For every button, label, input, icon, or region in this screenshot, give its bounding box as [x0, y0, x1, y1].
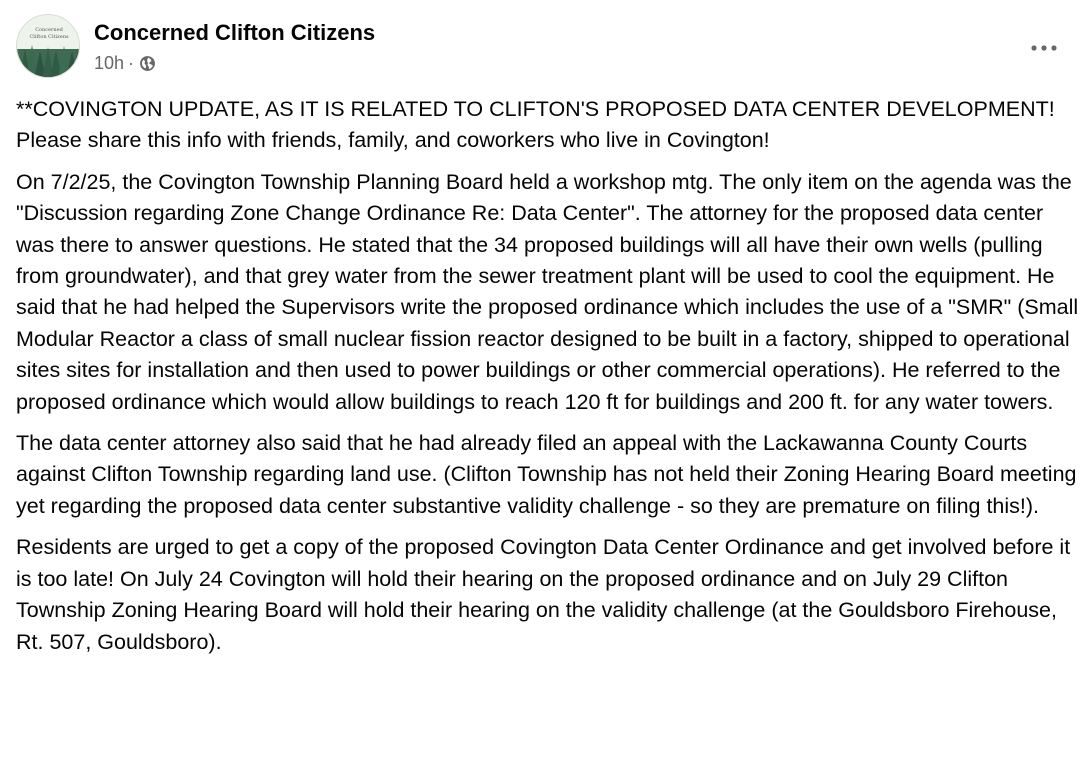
avatar-logo-text-line1: Concerned — [35, 27, 63, 33]
meta-separator: · — [128, 52, 135, 73]
post-paragraph-2: On 7/2/25, the Covington Township Planning Board held a workshop mtg. The only item on the agenda was the "Discussion regarding Zone Change Ordinance Re: Data Center". The attorney for the proposed data center was there to answer questions. He stated that the 34 proposed buildings will all have their own wells (pulling from groundwater), and that grey water from the sewer treatment plant will be used to cool the equipment. He said that he had helped the Supervisors write the proposed ordinance which includes the use of a "SMR" (Small Modular Reactor a class of small nuclear fission reactor designed to be built in a factory, shipped to operational sites sites for installation and then used to power buildings or other commercial operations). He referred to the proposed ordinance which would allow buildings to reach 120 ft for buildings and 200 ft. for any water towers. — [16, 169, 1079, 414]
page-avatar[interactable] — [16, 14, 80, 78]
forest-logo-image — [17, 15, 80, 78]
more-horizontal-icon — [1030, 44, 1058, 52]
post-meta — [94, 52, 156, 74]
post-body — [16, 94, 1080, 668]
post-timestamp[interactable]: 10h — [94, 52, 125, 73]
post-paragraph-1: **COVINGTON UPDATE, AS IT IS RELATED TO CLIFTON'S PROPOSED DATA CENTER DEVELOPMENT! Please share this info with friends, family, and coworkers who live in Covington! — [16, 97, 1055, 153]
avatar-logo-text-line2: Clifton Citizens — [29, 34, 69, 40]
post-header — [16, 14, 1074, 80]
globe-icon[interactable] — [139, 55, 156, 72]
author-name[interactable]: Concerned Clifton Citizens — [94, 20, 376, 45]
post-paragraph-4: Residents are urged to get a copy of the proposed Covington Data Center Ordinance and get involved before it is too late! On July 24 Covington will hold their hearing on the proposed ordinance and on July 29 Clifton Township Zoning Hearing Board will hold their hearing on the validity challenge (at the Gouldsboro Firehouse, Rt. 507, Gouldsboro). — [16, 535, 1071, 654]
post-paragraph-3: The data center attorney also said that he had already filed an appeal with the Lackawanna County Courts against Clifton Township regarding land use. (Clifton Township has not held their Zoning Hearing Board meeting yet regarding the proposed data center substantive validity challenge - so they are premature on filing this!). — [16, 431, 1077, 518]
post-options-button[interactable] — [1024, 30, 1064, 66]
